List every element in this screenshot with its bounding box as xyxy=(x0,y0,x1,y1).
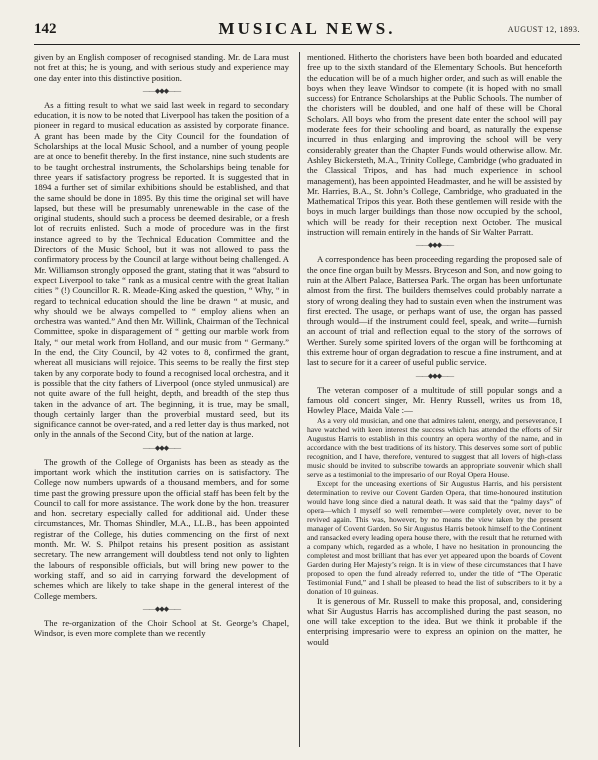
letter-paragraph-2: Except for the unceasing exertions of Sir Augustus Harris, and his persistent determination to revive our Covent Garden Opera, that time-honoured institution would have long since died a natural death. It was said that the “palmy days” of opera—which I myself so well remember—were completely over, never to be revived again. This was, however, by no means the view taken by the present manager of Covent Garden. So Sir Augustus Harris betook himself to the Continent and ransacked every leading opera house there, with the result that he returned with a company which, regarded as a whole, I have no hesitation in pronouncing the completest and most brilliant that has ever yet appeared upon the boards of Covent Garden during Her Majesty’s reign. It is in view of these circumstances that I have proposed to open the fund already referred to, under the title of “The Operatic Testimonial Fund,” and I shall be pleased to head the list of subscribers to it by a donation of 10 guineas. xyxy=(307,478,562,596)
letter-paragraph-1: As a very old musician, and one that admires talent, energy, and perseverance, I have watched with keen interest the success which has attended the efforts of Sir Augustus Harris to establish in this country an opera worthy of the name, and in accordance with the best traditions of its history. This deserves some sort of public recognition, and I have, therefore, ventured to suggest that all lovers of high-class music should be invited to subscribe towards an appropriate souvenir which shall serve as a testimonial to the impresario of our Royal Opera House. xyxy=(307,415,562,479)
paragraph-russell-comment: It is generous of Mr. Russell to make this proposal, and, considering what Sir Augustus Harris has accomplished during the past season, no one will take exception to the idea. But we think it probable if the enterprising impresario were to express an opinion on the matter, he would xyxy=(307,595,562,647)
section-ornament: ——◆◆◆—— xyxy=(415,371,454,380)
left-column xyxy=(34,52,289,752)
paragraph-choir-continued: mentioned. Hitherto the choristers have been both boarded and educated free up to the sixth standard of the Elementary Schools. But henceforth the education will be of a much higher order, and such as will enable the boys when they leave Windsor to compete (it is hoped with no small success) for Entrance Scholarships at the Public Schools. The number of the choristers will be doubled, and one half of these will be Choral Scholars. All boys who from the present date enter the school will pay moderate fees for their schooling and board, as naturally the expense incurred in thus enlarging and improving the school will be very considerably greater than the Chapter Funds would otherwise allow. Mr. Ashley Bickersteth, M.A., Trinity College, Cambridge (who graduated in the Classical Tripos, and has had much experience in school management), has been appointed Headmaster, and he will be assisted by Mr. Harries, B.A., St. John’s College, Cambridge, who graduated in the Mathematical Tripos this year. Both these gentlemen will reside with the boys in much larger buildings than those now occupied by the school, which will be ready for their reception next October. The musical instruction will remain entirely in the hands of Sir Walter Parratt. xyxy=(307,52,562,238)
page-number: 142 xyxy=(34,21,57,37)
masthead-title: MUSICAL NEWS. xyxy=(218,19,396,38)
paragraph-college-organists: The growth of the College of Organists has been as steady as the important work which the institution carries on is satisfactory. The College now numbers upwards of a thousand members, and for some time past the growing pressure upon the official staff has been felt by the Council to call for more assistance. The work done by the hon. treasurer and hon. secretary especially called for additional aid. Under these circumstances, Mr. Thomas Shindler, M.A., LL.B., has been appointed registrar of the College, his duties commencing on the first of next month. Mr. W. S. Philpot retains his present position as assistant secretary. The new arrangement will doubtless tend not only to lighten the labours of responsible officials, but will bring new power to the working staff, and so aid in carrying forward the development of schemes which are likely to take shape in the general interest of the College members. xyxy=(34,456,289,601)
paragraph-organ-sale: A correspondence has been proceeding regarding the proposed sale of the once fine organ built by Messrs. Bryceson and Son, and now going to ruin at the Albert Palace, Battersea Park. The organ has been unfortunate almost from the first. The builders themselves could probably narrate a story of wrong dealing they had to sustain even when the instrument was first erected. The usage, or perhaps want of use, the organ has passed through would—if the instrument could feel, speak, and write—furnish an account of trial and reflection equal to the story of the sorrows of Werther. Surely some spirited lovers of the organ will be forthcoming at this extreme hour of organ degradation to rescue a fine instrument, and at last to secure for it a career of useful public service. xyxy=(307,254,562,368)
issue-date: AUGUST 12, 1893. xyxy=(507,25,580,34)
column-divider xyxy=(299,52,300,747)
page-header xyxy=(34,18,580,45)
section-ornament: ——◆◆◆—— xyxy=(142,443,181,452)
section-ornament: ——◆◆◆—— xyxy=(142,604,181,613)
section-ornament: ——◆◆◆—— xyxy=(142,86,181,95)
paragraph-liverpool: As a fitting result to what we said last week in regard to secondary education, it is now to be noted that Liverpool has taken the position of a pioneer in regard to musical education as assisted by corporate finance. A grant has been made by the City Council for the foundation of Scholarships at the local Music School, and a number of young people are at once to benefit thereby. In the first instance, nine such students are to be taught orchestral instruments, the Scholarships being tenable for three years if satisfactory progress be reported. It is suggested that in 1894 a further set of similar exhibitions should be established, and that the same should be done in 1895. By this time the original set will have lapsed, but these will be presumably unrenewable in the case of the original students, should such a process be deemed desirable, or a fresh lot of recruits enlisted. Such a mode of procedure was in the first instance agreed to by the Technical Education Committee and the Directors of the Music School, but it was not allowed to pass the confirmatory process by the Council at large without being challenged. A Mr. Williamson strongly opposed the grant, stating that it was “absurd to expect Liverpool to take “ rank as a musical centre with the great Italian cities ” (!) Councillor R. R. Meade-King asked the question, “ Why, “ in regard to technical education should the line be drawn “ at music, and why should we be always compelled to “ employ aliens when an orchestra was wanted.” And then Mr. Willink, Chairman of the Technical Committee, spoke in disparagement of “ getting our marble work from Italy, “ our metal work from Holland, and our music from “ Germany.” In the end, the City Council, by 42 votes to 8, confirmed the grant, whereat all musicians will rejoice. This seems to be really the first step taken by any corporate body to found a recognised local orchestra, and it is possible that the city fathers of Liverpool (once styled unmusical) are not quite aware of the full height, depth, and breadth of the step thus taken in the advance of art. The beginning, it is true, may be small, though certainly larger than the proverbial mustard seed, but its significance cannot be over-rated, and a red letter day is thus marked, not only in the annals of the Second City, but of the nation at large. xyxy=(34,99,289,440)
paragraph-choir-school: The re-organization of the Choir School at St. George’s Chapel, Windsor, is even more complete than we recently xyxy=(34,617,289,639)
paragraph-russell-intro: The veteran composer of a multitude of still popular songs and a famous old concert singer, Mr. Henry Russell, writes us from 18, Howley Place, Maida Vale :— xyxy=(307,384,562,416)
right-column xyxy=(307,52,562,752)
section-ornament: ——◆◆◆—— xyxy=(415,241,454,250)
paragraph-lara: given by an English composer of recognised standing. Mr. de Lara must not fret at this; he is young, and with serious study and experience may one day enter into this distinctive position. xyxy=(34,52,289,83)
